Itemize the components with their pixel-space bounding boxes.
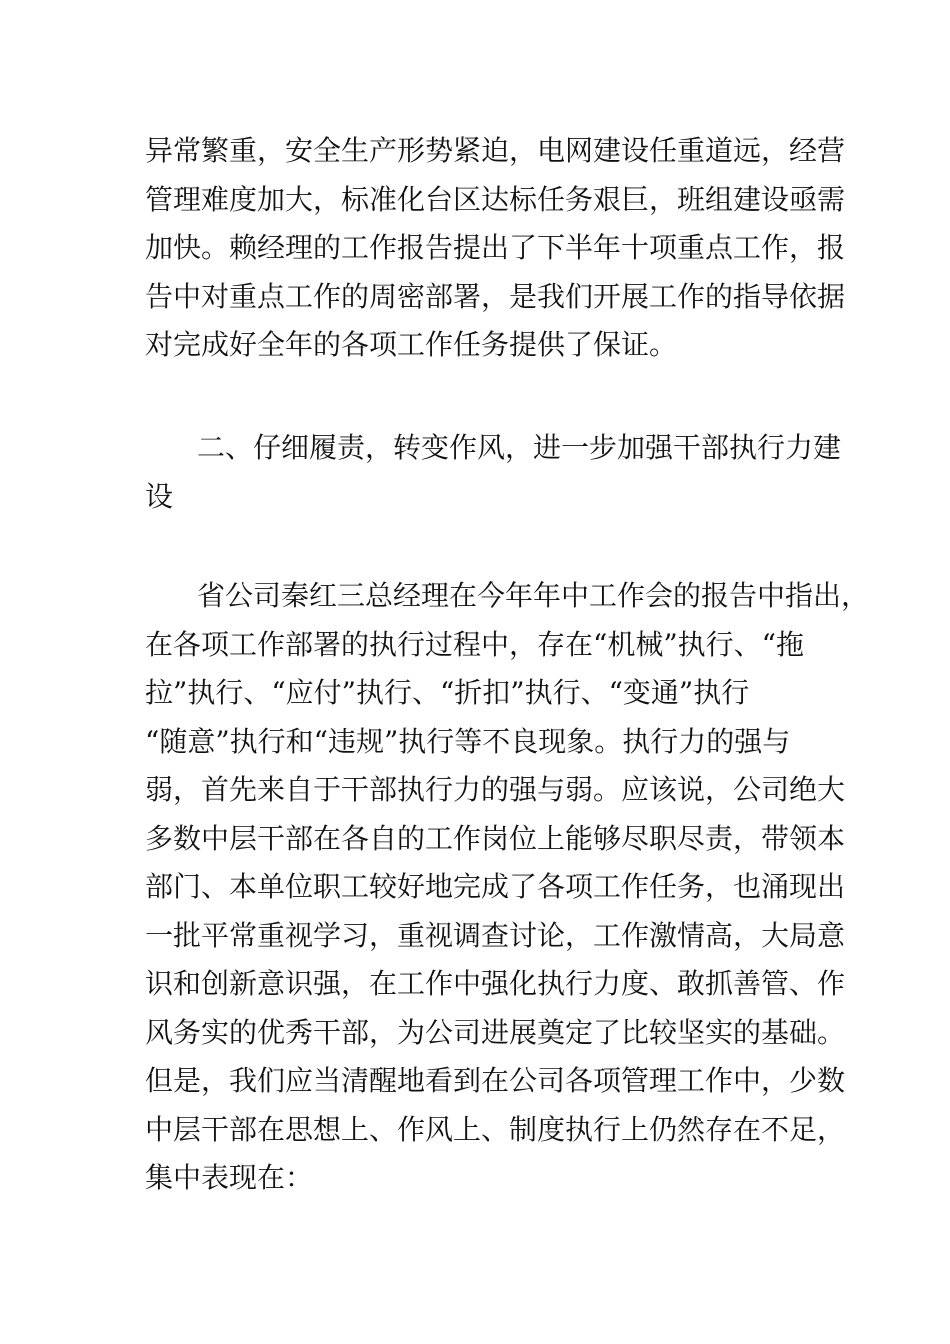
text-line: 管理难度加大，标准化台区达标任务艰巨，班组建设亟需 [145,182,846,216]
text-line: 对完成好全年的各项工作任务提供了保证。 [145,328,678,361]
text-line: 省公司秦红三总经理在今年年中工作会的报告中指出， [197,579,870,612]
text-line: 集中表现在： [145,1161,314,1194]
heading-line: 二、仔细履责，转变作风，进一步加强干部执行力建 [197,431,842,464]
text-line: 但是，我们应当清醒地看到在公司各项管理工作中，少数 [145,1064,846,1097]
text-line: 拉”执行、“应付”执行、“折扣”执行、“变通”执行 [145,676,750,709]
text-line: 部门、本单位职工较好地完成了各项工作任务，也涌现出 [145,870,846,903]
section-heading-2 [145,424,842,521]
text-line: 多数中层干部在各自的工作岗位上能够尽职尽责，带领本 [145,821,846,855]
text-line: 一批平常重视学习，重视调查讨论，工作激情高，大局意 [145,918,846,952]
heading-line: 设 [145,479,174,513]
text-line: 异常繁重，安全生产形势紧迫，电网建设任重道远，经营 [145,134,846,167]
text-line: 中层干部在思想上、作风上、制度执行上仍然存在不足， [145,1112,846,1146]
text-line: 加快。赖经理的工作报告提出了下半年十项重点工作，报 [145,231,846,264]
text-line: 在各项工作部署的执行过程中，存在“机械”执行、“拖 [145,627,804,661]
text-line: 识和创新意识强，在工作中强化执行力度、敢抓善管、作 [145,967,846,1000]
text-line: “随意”执行和“违规”执行等不良现象。执行力的强与 [145,724,791,758]
text-line: 告中对重点工作的周密部署，是我们开展工作的指导依据 [145,279,846,313]
body-paragraph-2 [145,572,870,1203]
body-paragraph-1 [145,127,846,370]
text-line: 风务实的优秀干部，为公司进展奠定了比较坚实的基础。 [145,1015,846,1049]
text-line: 弱，首先来自于干部执行力的强与弱。应该说，公司绝大 [145,773,846,806]
